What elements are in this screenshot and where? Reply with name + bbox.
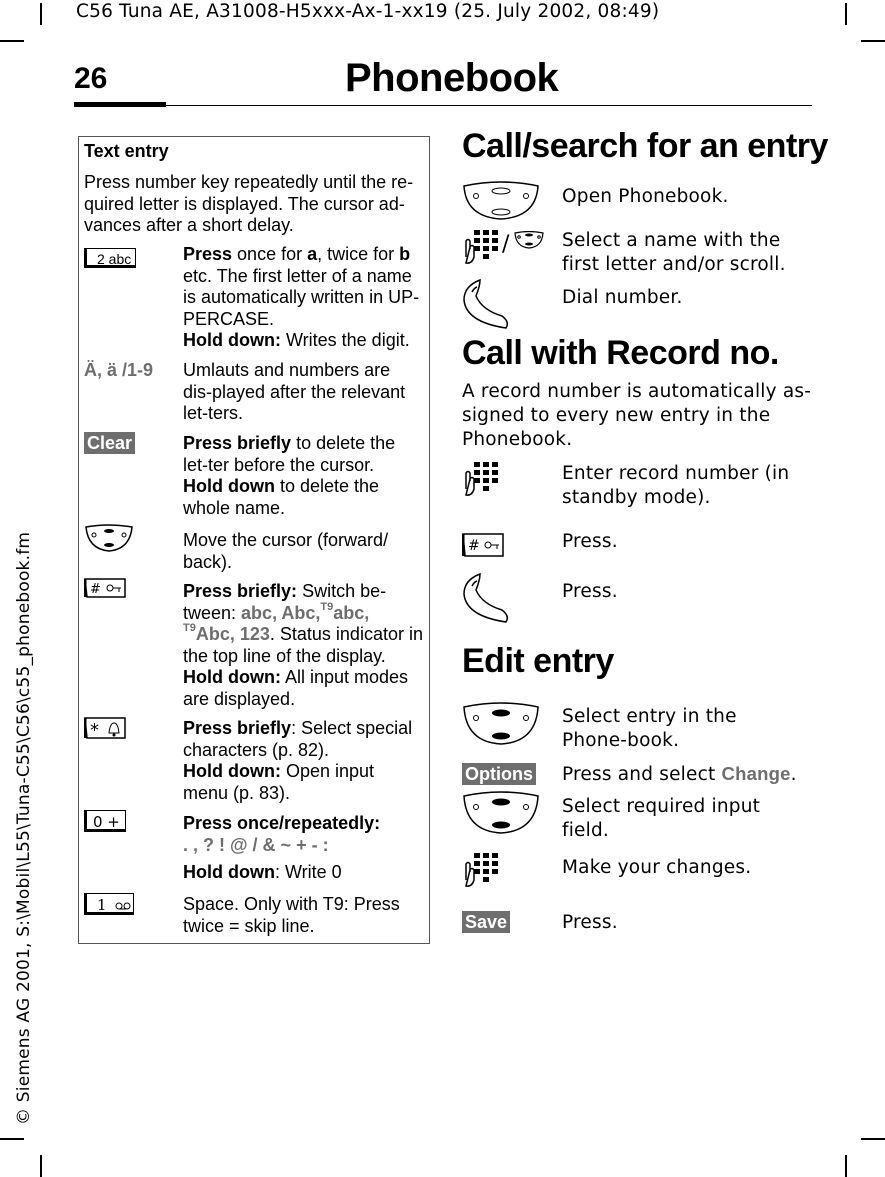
text: to delete the let-ter before the cursor. [183, 433, 396, 475]
hash-description [183, 581, 423, 710]
mode-t9abc: abc, [333, 602, 370, 623]
hold-label: Hold down [183, 862, 275, 882]
edit-step-2 [562, 762, 797, 787]
umlauts-label: Ä, ä /1-9 [84, 360, 154, 380]
crop-mark [861, 1138, 885, 1140]
text: : Select special characters (p. 82). [183, 718, 413, 760]
edit-step-3: Select required input field. [562, 796, 761, 841]
edit-step-1: Select entry in the Phone-book. [562, 706, 737, 751]
text: All input modes are displayed. [183, 667, 409, 709]
cursor-description: Move the cursor (forward/ back). [183, 530, 389, 572]
hold-label: Hold down: [183, 330, 281, 350]
header-rule-thick [74, 102, 166, 107]
hold-label: Hold down: [183, 667, 281, 687]
crop-mark [861, 40, 885, 42]
slash: / [502, 232, 510, 257]
text: Writes the digit. [280, 330, 410, 350]
text: Switch be-tween: [183, 581, 387, 623]
crop-mark [40, 3, 42, 25]
mode-t9Abc: Abc, 123 [195, 624, 270, 644]
print-header-line: C56 Tuna AE, A31008-H5xxx-Ax-1-xx19 (25. July 2002, 08:49) [76, 1, 660, 22]
voicemail-icon [115, 902, 131, 910]
crop-mark [845, 3, 847, 25]
control-key-icon [462, 791, 540, 835]
control-key-icon [462, 181, 540, 221]
svg-text:*: * [90, 720, 99, 740]
key-0-label: 0 + [93, 813, 120, 831]
hash-key-icon [84, 577, 126, 599]
call-record-step-2: Press. [562, 531, 618, 552]
text: : Write 0 [274, 862, 342, 882]
t9-label: T9 [183, 622, 196, 634]
svg-text:#: # [468, 538, 480, 554]
key-0-icon [84, 810, 126, 832]
text: . [790, 764, 797, 785]
call-search-step-1: Open Phonebook. [562, 186, 729, 207]
text: once for [232, 244, 308, 264]
keypad-icon [462, 850, 502, 890]
key-1-icon [84, 893, 134, 915]
text-entry-intro: Press number key repeatedly until the re-quired letter is displayed. The cursor ad-vances after a short delay. [84, 172, 414, 235]
key-2-description [183, 244, 423, 352]
side-copyright: © Siemens AG 2001, S:\Mobil\L55\Tuna-C55\C56\c55_phonebook.fm [14, 531, 34, 1125]
crop-mark [0, 1138, 24, 1140]
mode-abc: abc, Abc, [241, 602, 321, 623]
press-label: Press once/repeatedly: [183, 813, 381, 833]
special-chars: . , ? ! @ / & ~ + - : [183, 834, 329, 855]
umlauts-description: Umlauts and numbers are dis-played after the relevant let-ters. [183, 360, 406, 423]
edit-step-4: Make your changes. [562, 857, 752, 878]
call-search-step-2: Select a name with the first letter and/or scroll. [562, 230, 786, 275]
clear-softkey [84, 432, 135, 454]
star-key-icon [84, 716, 126, 740]
hold-label: Hold down [183, 476, 275, 496]
save-softkey [462, 911, 510, 933]
text: Press and select [562, 764, 722, 785]
options-softkey [462, 763, 536, 785]
press-label: Press briefly [183, 433, 292, 453]
page-number: 26 [74, 62, 108, 95]
text: Open input menu (p. 83). [183, 761, 375, 803]
control-key-icon [84, 524, 134, 552]
letter-a: a [307, 244, 318, 264]
press-label: Press briefly [183, 718, 292, 738]
one-description: Space. Only with T9: Press twice = skip line. [183, 894, 400, 936]
call-search-step-3: Dial number. [562, 287, 683, 308]
text: , twice for [317, 244, 400, 264]
control-key-icon [514, 231, 544, 249]
t9-label: T9 [320, 600, 334, 613]
crop-mark [845, 1155, 847, 1177]
keypad-icon [462, 459, 502, 499]
call-search-title: Call/search for an entry [462, 127, 828, 165]
edit-entry-title: Edit entry [462, 642, 614, 680]
letter-b: b [399, 244, 411, 264]
clear-description [183, 433, 423, 519]
options-softkey-label: Options [462, 763, 536, 785]
crop-mark [0, 40, 24, 42]
svg-text:#: # [90, 582, 101, 597]
hash-key-icon [462, 532, 504, 558]
call-record-step-1: Enter record number (in standby mode). [562, 463, 790, 508]
text-entry-title: Text entry [84, 141, 169, 161]
edit-step-5: Press. [562, 912, 618, 933]
text: to delete the whole name. [183, 476, 380, 518]
key-1-label: 1 [97, 896, 107, 914]
call-record-intro: A record number is automatically as-signed to every new entry in the Phonebook. [462, 381, 812, 450]
key-2-label: 2 abc [97, 251, 132, 267]
clear-softkey-label: Clear [84, 432, 135, 454]
save-softkey-label: Save [462, 911, 510, 933]
zero-description [183, 813, 423, 884]
keypad-icon [462, 227, 502, 267]
change-menu-item: Change [721, 763, 791, 784]
call-record-step-3: Press. [562, 581, 618, 602]
press-label: Press briefly: [183, 581, 298, 601]
call-key-icon [462, 572, 512, 624]
hold-label: Hold down: [183, 761, 281, 781]
control-key-icon [462, 702, 540, 746]
chapter-title: Phonebook [345, 56, 559, 100]
star-description [183, 718, 423, 804]
call-key-icon [462, 278, 512, 330]
text: . Status indicator in the top line of the display. [183, 624, 423, 666]
press-label: Press [183, 244, 233, 264]
header-rule-thin [166, 105, 812, 106]
key-2-icon [84, 248, 136, 268]
crop-mark [40, 1155, 42, 1177]
text: etc. The first letter of a name is automatically written in UP-PERCASE. [183, 265, 420, 329]
call-record-title: Call with Record no. [462, 334, 779, 372]
